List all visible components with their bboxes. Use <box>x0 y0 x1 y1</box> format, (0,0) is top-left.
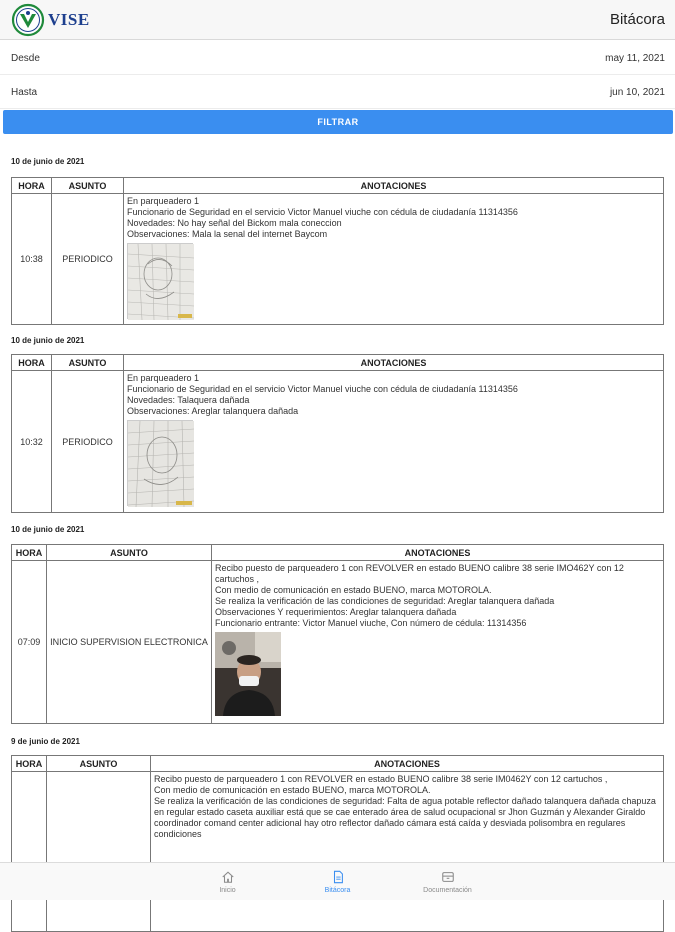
note-line: Funcionario entrante: Victor Manuel viuche, Con número de cédula: 11314356 <box>215 618 527 628</box>
attached-selfie-photo[interactable] <box>215 632 281 716</box>
home-icon <box>221 870 235 884</box>
desde-date-value[interactable]: may 11, 2021 <box>605 52 665 64</box>
document-icon <box>331 870 345 884</box>
table-row[interactable] <box>12 561 664 724</box>
tab-bitacora[interactable] <box>283 863 393 900</box>
filter-button[interactable]: FILTRAR <box>3 110 673 134</box>
note-line: Observaciones Y requerimientos: Areglar talanquera dañada <box>215 607 457 617</box>
sketch-photo-icon <box>128 244 194 320</box>
tab-inicio[interactable] <box>173 863 283 900</box>
hora-cell: 10:32 <box>12 371 52 513</box>
col-anotaciones-header: ANOTACIONES <box>124 178 664 194</box>
table-header-row <box>12 545 664 561</box>
table-row[interactable] <box>12 772 664 932</box>
anotaciones-cell <box>151 772 664 932</box>
entry-date: 10 de junio de 2021 <box>11 157 85 166</box>
table-row[interactable] <box>12 194 664 325</box>
col-asunto-header: ASUNTO <box>52 355 124 371</box>
brand-logo <box>12 4 90 36</box>
bitacora-list[interactable] <box>0 140 675 862</box>
entry-date: 9 de junio de 2021 <box>11 737 80 746</box>
hora-cell: 07:09 <box>12 561 47 724</box>
anotaciones-cell <box>124 194 664 325</box>
note-line: Con medio de comunicación en estado BUENO, marca MOTOROLA. <box>215 585 492 595</box>
table-header-row <box>12 178 664 194</box>
archive-icon <box>441 870 455 884</box>
note-line: Se realiza la verificación de las condiciones de seguridad: Falta de agua potable reflector dañado talanquera dañada chapuza en regular estado caseta auxiliar está que se cae enterado área de salud ocupacional sr Jhon Guzmán y Alexander Giraldo coordinador comand center adicional hay otro reflector dañado cámara está caída y desviada polisombra en regulares condiciones <box>154 796 656 839</box>
tab-label: Inicio <box>219 886 236 894</box>
col-asunto-header: ASUNTO <box>52 178 124 194</box>
anotaciones-cell <box>124 371 664 513</box>
col-hora-header: HORA <box>12 355 52 371</box>
table-row[interactable] <box>12 371 664 513</box>
note-line: Observaciones: Mala la senal del internet Baycom <box>127 229 328 239</box>
col-anotaciones-header: ANOTACIONES <box>151 756 664 772</box>
desde-label: Desde <box>11 52 40 64</box>
sketch-photo-icon <box>128 421 194 507</box>
attached-sketch-photo[interactable] <box>127 243 193 319</box>
entry-date: 10 de junio de 2021 <box>11 336 85 345</box>
asunto-cell: PERIODICO <box>52 194 124 325</box>
anotaciones-cell <box>212 561 664 724</box>
hora-cell: 10:38 <box>12 194 52 325</box>
col-anotaciones-header: ANOTACIONES <box>212 545 664 561</box>
table-header-row <box>12 756 664 772</box>
asunto-cell: INICIO SUPERVISION ELECTRONICA <box>47 561 212 724</box>
hasta-date-value[interactable]: jun 10, 2021 <box>609 86 665 98</box>
entry-table <box>11 544 664 724</box>
asunto-cell <box>47 772 151 932</box>
table-header-row <box>12 355 664 371</box>
entry-table <box>11 354 664 513</box>
tab-documentacion[interactable] <box>393 863 503 900</box>
tab-label: Documentación <box>423 886 472 894</box>
note-line: Con medio de comunicación en estado BUENO, marca MOTOROLA. <box>154 785 431 795</box>
entry-table <box>11 755 664 932</box>
hasta-label: Hasta <box>11 86 38 98</box>
page-title: Bitácora <box>609 11 665 28</box>
vise-logo-icon <box>12 4 44 36</box>
note-line: Recibo puesto de parqueadero 1 con REVOLVER en estado BUENO calibre 38 serie IMO462Y con 12 cartuchos , <box>215 563 624 584</box>
note-line: En parqueadero 1 <box>127 373 200 383</box>
bottom-tab-bar <box>0 862 675 900</box>
asunto-cell: PERIODICO <box>52 371 124 513</box>
brand-name: VISE <box>48 9 90 29</box>
note-line: Se realiza la verificación de las condiciones de seguridad: Areglar talanquera dañada <box>215 596 555 606</box>
filter-desde-row[interactable] <box>0 42 675 75</box>
note-line: Observaciones: Areglar talanquera dañada <box>127 406 299 416</box>
note-line: En parqueadero 1 <box>127 196 200 206</box>
col-anotaciones-header: ANOTACIONES <box>124 355 664 371</box>
note-line: Funcionario de Seguridad en el servicio Victor Manuel viuche con cédula de ciudadanía 11314356 <box>127 207 518 217</box>
hora-cell <box>12 772 47 932</box>
top-header <box>0 0 675 40</box>
col-hora-header: HORA <box>12 756 47 772</box>
note-line: Funcionario de Seguridad en el servicio Victor Manuel viuche con cédula de ciudadanía 11314356 <box>127 384 518 394</box>
attached-sketch-photo[interactable] <box>127 420 193 506</box>
selfie-photo-icon <box>215 632 281 716</box>
note-line: Recibo puesto de parqueadero 1 con REVOLVER en estado BUENO calibre 38 serie IM0462Y con 12 cartuchos , <box>154 774 608 784</box>
note-line: Novedades: Talaquera dañada <box>127 395 250 405</box>
entry-table <box>11 177 664 325</box>
col-hora-header: HORA <box>12 178 52 194</box>
entry-date: 10 de junio de 2021 <box>11 525 85 534</box>
col-asunto-header: ASUNTO <box>47 545 212 561</box>
col-asunto-header: ASUNTO <box>47 756 151 772</box>
tab-label: Bitácora <box>324 886 351 894</box>
note-line: Novedades: No hay señal del Bickom mala coneccion <box>127 218 342 228</box>
col-hora-header: HORA <box>12 545 47 561</box>
filter-hasta-row[interactable] <box>0 76 675 109</box>
